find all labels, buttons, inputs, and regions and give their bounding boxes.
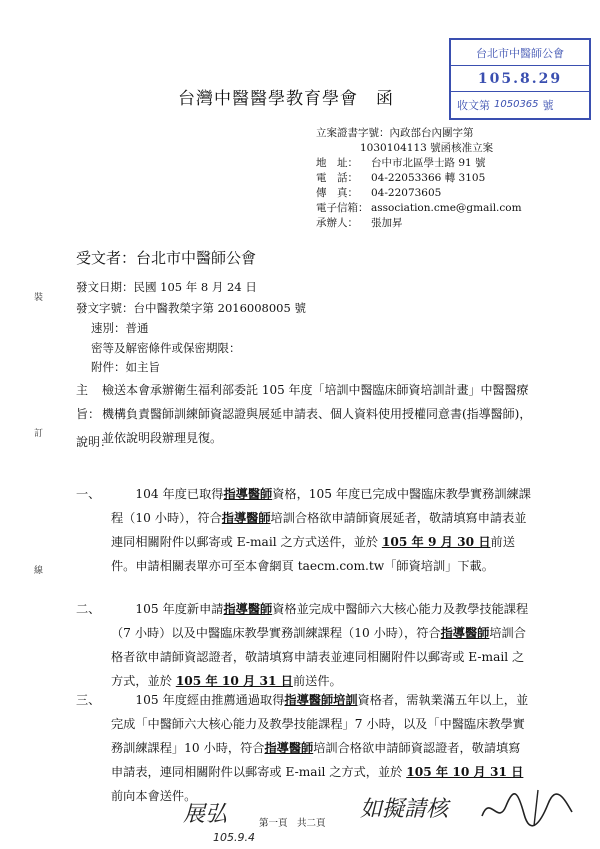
item-text: 104 年度已取得指導醫師資格，105 年度已完成中醫臨床教學實務訓練課程（10 小時），符合指導醫師培訓合格欲申請師資展延者，敬請填寫申請表並連同相關附件以郵寄或 E-mail 之方式送件，並於 105 年 9 月 30 日前送件。申請相關表單亦可至本會網頁 taecm.com.tw「師資培訓」下載。 (111, 487, 531, 573)
description-item (76, 597, 546, 693)
description-item (76, 482, 546, 578)
subject-text: 檢送本會承辦衛生福利部委託 105 年度「培訓中醫臨床師資培訓計畫」中醫醫療機構負責醫師訓練師資認證與展延申請表、個人資料使用授權同意書(指導醫師)，並依說明段辦理見復。 (102, 383, 532, 445)
item-number: 三、 (76, 693, 101, 707)
item-number: 二、 (76, 602, 101, 616)
document-title: 台灣中醫醫學教育學會 函 (178, 89, 394, 109)
fax-label: 傳 真： (316, 187, 358, 199)
stamp-date: 105.8.29 (477, 70, 563, 87)
email-label: 電子信箱： (316, 202, 369, 214)
description-label: 說明： (76, 435, 113, 449)
registration-line1: 內政部台內團字第 (389, 127, 474, 139)
recipient: 受文者：台北市中醫師公會 (76, 249, 257, 267)
handwritten-scrawl (478, 786, 576, 830)
description-item (76, 688, 546, 808)
address-value: 台中市北區學士路 91 號 (371, 157, 486, 169)
registration-label: 立案證書字號： (316, 127, 390, 139)
item-text: 105 年度經由推薦通過取得指導醫師培訓資格者，需執業滿五年以上，並完成「中醫師六大核心能力及教學技能課程」7 小時，以及「中醫臨床教學實務訓練課程」10 小時，符合指導醫師培訓合格欲申請師資認證者，敬請填寫申請表，連同相關附件以郵寄或 E-mail 之方式，並於 105 年 10 月 31 日前向本會送件。 (111, 693, 529, 803)
document-number: 發文字號：台中醫教榮字第 2016008005 號 (76, 301, 306, 315)
stamp-org: 台北市中醫師公會 (451, 40, 589, 66)
handwritten-note: 如擬請核 (360, 797, 449, 822)
email-value: association.cme@gmail.com (371, 202, 522, 214)
address-label: 地 址： (316, 157, 358, 169)
issue-date: 發文日期：民國 105 年 8 月 24 日 (76, 280, 257, 294)
handwritten-signature: 展弘 (183, 802, 228, 827)
registration-line2: 1030104113 號函核准立案 (360, 142, 494, 154)
delivery-speed: 速別：普通 (91, 321, 149, 335)
binding-mark: 線 (34, 566, 44, 576)
stamp-suffix: 號 (542, 98, 554, 112)
handwritten-date: 105.9.4 (213, 831, 255, 844)
sender-info (316, 126, 522, 231)
stamp-number: 1050365 (494, 99, 539, 110)
page-number: 第一頁 共二頁 (259, 818, 326, 829)
secrecy-level: 密等及解密條件或保密期限： (91, 341, 241, 355)
contact-label: 承辦人： (316, 217, 358, 229)
phone-label: 電 話： (316, 172, 358, 184)
subject-label: 主旨： (76, 383, 101, 421)
binding-mark: 訂 (34, 429, 44, 439)
item-text: 105 年度新申請指導醫師資格並完成中醫師六大核心能力及教學技能課程（7 小時）以及中醫臨床教學實務訓練課程（10 小時），符合指導醫師培訓合格者欲申請師資認證者，敬請填寫申請表並連同相關附件以郵寄或 E-mail 之方式，並於 105 年 10 月 31 日前送件。 (111, 602, 529, 688)
fax-value: 04-22073605 (371, 187, 442, 199)
contact-value: 張加昇 (371, 217, 403, 229)
item-number: 一、 (76, 487, 101, 501)
binding-mark: 裝 (34, 293, 44, 303)
received-stamp (449, 38, 591, 120)
subject (76, 378, 546, 450)
phone-value: 04-22053366 轉 3105 (371, 172, 486, 184)
website-link[interactable]: taecm.com.tw (297, 559, 385, 573)
stamp-label: 收文第 (457, 98, 490, 112)
attachment: 附件：如主旨 (91, 360, 160, 374)
